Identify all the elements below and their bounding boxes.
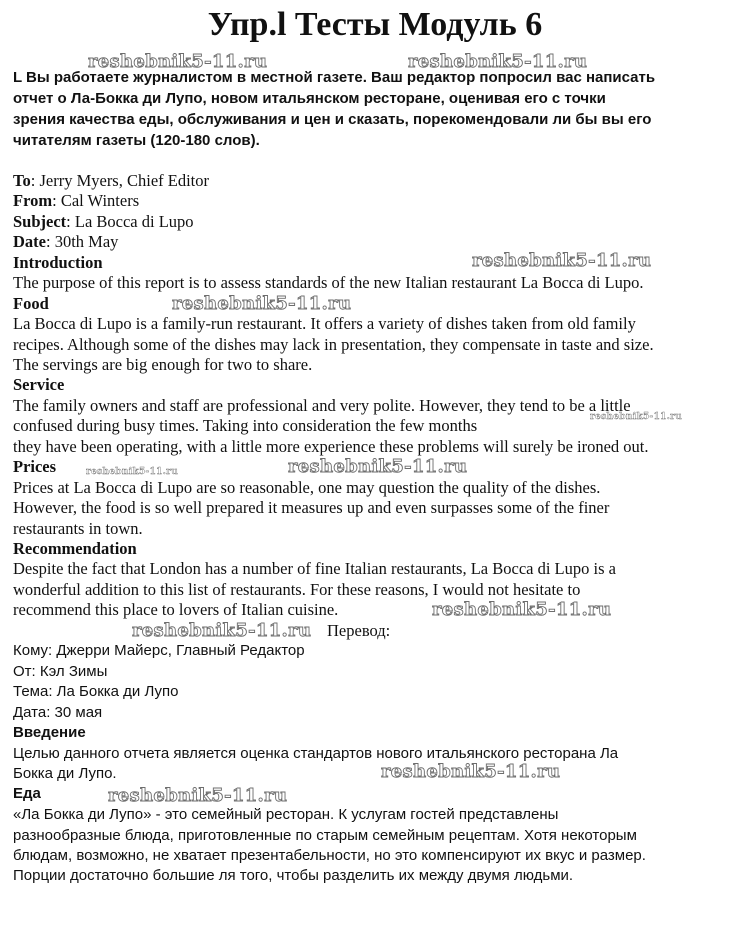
food-line-3: The servings are big enough for two to share. xyxy=(13,355,313,374)
watermark: reshebnik5-11.ru xyxy=(172,293,352,314)
task-line-3: зрения качества еды, обслуживания и цен и сказать, порекомендовали ли бы вы его xyxy=(13,111,652,128)
memo-to: To: Jerry Myers, Chief Editor xyxy=(13,171,210,190)
service-heading: Service xyxy=(13,375,65,394)
translation-food-line-2: разнообразные блюда, приготовленные по старым семейным рецептам. Хотя некоторым xyxy=(13,827,637,844)
translation-from: От: Кэл Зимы xyxy=(13,663,108,680)
watermark: reshebnik5-11.ru xyxy=(86,467,179,477)
recommendation-line-2: wonderful addition to this list of restaurants. For these reasons, I would not hesitate to xyxy=(13,580,581,599)
watermark: reshebnik5-11.ru xyxy=(472,250,652,271)
translation-intro-line-1: Целью данного отчета является оценка стандартов нового итальянского ресторана Ла xyxy=(13,745,619,762)
memo-date: Date: 30th May xyxy=(13,232,119,251)
introduction-line-1: The purpose of this report is to assess standards of the new Italian restaurant La Bocca di Lupo. xyxy=(13,273,644,292)
food-heading: Food xyxy=(13,294,49,313)
memo-subject: Subject: La Bocca di Lupo xyxy=(13,212,194,231)
translation-intro-heading: Введение xyxy=(13,724,86,741)
food-line-2: recipes. Although some of the dishes may lack in presentation, they compensate in taste and size. xyxy=(13,335,654,354)
watermark: reshebnik5-11.ru xyxy=(288,456,468,477)
service-line-1: The family owners and staff are professional and very polite. However, they tend to be a little xyxy=(13,396,631,415)
watermark: reshebnik5-11.ru xyxy=(132,620,312,641)
service-line-2: confused during busy times. Taking into consideration the few months xyxy=(13,416,478,435)
memo-from: From: Cal Winters xyxy=(13,191,140,210)
watermark: reshebnik5-11.ru xyxy=(108,785,288,806)
task-line-2: отчет о Ла-Бокка ди Лупо, новом итальянском ресторане, оценивая его с точки xyxy=(13,90,606,107)
translation-date: Дата: 30 мая xyxy=(13,704,103,721)
watermark: reshebnik5-11.ru xyxy=(432,599,612,620)
service-line-3: they have been operating, with a little more experience these problems will surely be ironed out. xyxy=(13,437,649,456)
prices-line-1: Prices at La Bocca di Lupo are so reasonable, one may question the quality of the dishes. xyxy=(13,478,601,497)
translation-to: Кому: Джерри Майерс, Главный Редактор xyxy=(13,642,305,659)
translation-food-line-3: блюдам, возможно, не хватает презентабельности, но это компенсируют их вкус и размер. xyxy=(13,847,646,864)
translation-food-line-4: Порции достаточно большие ля того, чтобы разделить их между двумя людьми. xyxy=(13,867,574,884)
introduction-heading: Introduction xyxy=(13,253,103,272)
prices-line-2: However, the food is so well prepared it measures up and even surpasses some of the finer xyxy=(13,498,610,517)
page-title: Упр.l Тесты Модуль 6 xyxy=(207,6,543,43)
watermark: reshebnik5-11.ru xyxy=(88,51,268,72)
task-line-1: L Вы работаете журналистом в местной газете. Ваш редактор попросил вас написать xyxy=(13,69,656,86)
food-line-1: La Bocca di Lupo is a family-run restaurant. It offers a variety of dishes taken from old family xyxy=(13,314,636,333)
translation-food-heading: Еда xyxy=(13,785,41,802)
watermark: reshebnik5-11.ru xyxy=(381,761,561,782)
task-line-4: читателям газеты (120-180 слов). xyxy=(13,132,260,149)
prices-heading: Prices xyxy=(13,457,57,476)
recommendation-line-3: recommend this place to lovers of Italian cuisine. xyxy=(13,600,339,619)
translation-food-line-1: «Ла Бокка ди Лупо» - это семейный ресторан. К услугам гостей представлены xyxy=(13,806,559,823)
watermark: reshebnik5-11.ru xyxy=(590,412,683,422)
translation-subject: Тема: Ла Бокка ди Лупо xyxy=(13,683,179,700)
prices-line-3: restaurants in town. xyxy=(13,519,143,538)
recommendation-heading: Recommendation xyxy=(13,539,137,558)
translation-label: Перевод: xyxy=(327,621,391,640)
translation-intro-line-2: Бокка ди Лупо. xyxy=(13,765,117,782)
recommendation-line-1: Despite the fact that London has a number of fine Italian restaurants, La Bocca di Lupo is a xyxy=(13,559,616,578)
watermark: reshebnik5-11.ru xyxy=(408,51,588,72)
